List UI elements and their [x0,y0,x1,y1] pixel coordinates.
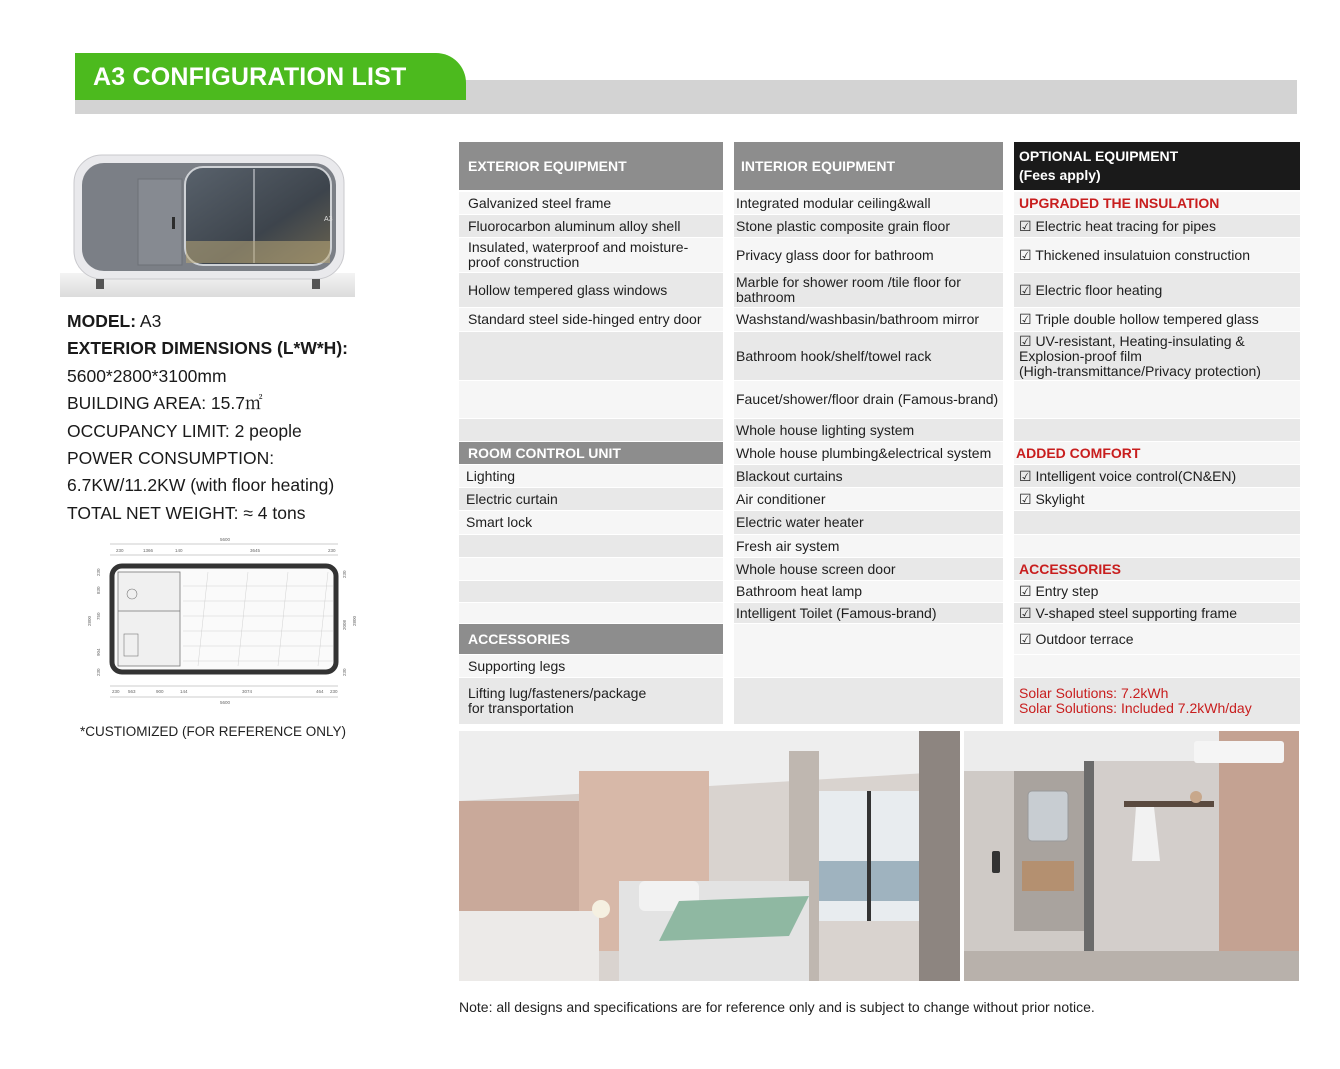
exterior-empty-row [459,332,723,380]
building-area: BUILDING AREA: 15.7㎡ [67,393,263,414]
interior-item: Blackout curtains [734,465,1003,487]
fp-bottom-seg: 563 [128,689,136,694]
exterior-accessories-header: ACCESSORIES [459,624,723,654]
interior-empty-row [734,678,1003,724]
room-control-header: ROOM CONTROL UNIT [459,442,723,464]
customized-note: *CUSTIOMIZED (FOR REFERENCE ONLY) [80,724,347,739]
exterior-empty-row [459,603,723,623]
floor-plan-drawing [88,536,363,708]
fp-bottom-seg: 900 [156,689,164,694]
exterior-item: Fluorocarbon aluminum alloy shell [459,215,723,237]
interior-item: Stone plastic composite grain floor [734,215,1003,237]
dimensions-value: 5600*2800*3100mm [67,365,227,386]
interior-item: Marble for shower room /tile floor for bathroom [734,273,1003,307]
interior-item: Electric water heater [734,511,1003,534]
fp-bottom-seg: 144 [180,689,188,694]
optional-empty-row [1014,535,1300,557]
insulation-header: UPGRADED THE INSULATION [1014,192,1300,214]
insulation-item: ☑ Electric heat tracing for pipes [1014,215,1300,237]
fp-left-dim: 750 [96,612,101,620]
exterior-equipment-header [459,142,723,190]
exterior-item: Insulated, waterproof and moisture- proof construction [459,238,723,272]
optional-accessory-item: ☑ Outdoor terrace [1014,624,1300,654]
fp-left-dim: 904 [96,648,101,656]
fp-bottom-seg: 230 [112,689,120,694]
model-value: A3 [136,311,162,331]
interior-item: Air conditioner [734,488,1003,510]
optional-empty-row [1014,381,1300,418]
model-line [67,308,397,335]
interior-equipment-header: INTERIOR EQUIPMENT [734,142,1003,190]
fp-left-total: 2800 [87,615,92,626]
fp-top-seg: 230 [116,548,124,553]
optional-empty-row [1014,419,1300,441]
fp-right-dim: 230 [342,570,347,578]
model-label: MODEL: [67,311,137,331]
exterior-header-text: EXTERIOR EQUIPMENT [468,157,627,174]
occupancy-limit: OCCUPANCY LIMIT: 2 people [67,420,302,441]
svg-text:A3: A3 [324,216,333,223]
interior-item: Privacy glass door for bathroom [734,238,1003,272]
fp-top-seg: 230 [328,548,336,553]
power-label: POWER CONSUMPTION: [67,448,275,469]
interior-item: Washstand/washbasin/bathroom mirror [734,308,1003,331]
capsule-house-exterior-image [60,145,355,297]
exterior-item: Standard steel side-hinged entry door [459,308,723,331]
insulation-item: ☑ Triple double hollow tempered glass [1014,308,1300,331]
comfort-item: ☑ Skylight [1014,488,1300,510]
fp-right-total: 2800 [352,615,357,626]
fp-left-dim: 830 [96,586,101,594]
comfort-item: ☑ Intelligent voice control(CN&EN) [1014,465,1300,487]
optional-accessory-item: ☑ V-shaped steel supporting frame [1014,603,1300,623]
dimensions-label: EXTERIOR DIMENSIONS (L*W*H): [67,338,348,359]
power-value: 6.7KW/11.2KW (with floor heating) [67,475,335,496]
interior-item: Fresh air system [734,535,1003,557]
optional-empty-row [1014,511,1300,534]
room-control-item: Lighting [459,465,723,487]
interior-item: Integrated modular ceiling&wall [734,192,1003,214]
interior-item: Faucet/shower/floor drain (Famous-brand) [734,381,1003,418]
interior-item: Bathroom hook/shelf/towel rack [734,332,1003,380]
optional-accessory-item: ☑ Entry step [1014,581,1300,602]
fp-top-seg: 1366 [143,548,154,553]
interior-empty-row [734,624,1003,677]
solar-solutions: Solar Solutions: 7.2kWh Solar Solutions: Included 7.2kWh/day [1014,678,1300,724]
fp-top-seg: 3645 [250,548,261,553]
insulation-item: ☑ UV-resistant, Heating-insulating & Explosion-proof film (High-transmittance/Privacy protection) [1014,332,1300,380]
room-control-item: Electric curtain [459,488,723,510]
interior-item: Whole house lighting system [734,419,1003,441]
fp-left-dim: 230 [96,568,101,576]
exterior-empty-row [459,581,723,602]
fp-bottom-seg: 464 [316,689,324,694]
specifications [67,308,397,527]
interior-item: Bathroom heat lamp [734,581,1003,602]
interior-item: Whole house screen door [734,558,1003,580]
exterior-accessory-item: Supporting legs [459,655,723,677]
room-control-item: Smart lock [459,511,723,534]
fp-left-dim: 230 [96,668,101,676]
optional-empty-row [1014,655,1300,677]
bathroom-photo [964,731,1299,981]
bedroom-photo [459,731,960,981]
fp-bottom-total: 5600 [219,700,231,705]
fp-right-dim: 2008 [342,619,347,630]
page-title: A3 CONFIGURATION LIST [75,53,466,100]
fp-top-total: 5600 [219,537,231,542]
interior-item: Intelligent Toilet (Famous-brand) [734,603,1003,623]
fp-right-dim: 230 [342,668,347,676]
exterior-item: Galvanized steel frame [459,192,723,214]
optional-equipment-header: OPTIONAL EQUIPMENT (Fees apply) [1014,142,1300,190]
insulation-item: ☑ Electric floor heating [1014,273,1300,307]
comfort-header: ADDED COMFORT [1014,442,1300,464]
exterior-empty-row [459,381,723,418]
net-weight: TOTAL NET WEIGHT: ≈ 4 tons [67,502,306,523]
exterior-item: Hollow tempered glass windows [459,273,723,307]
insulation-item: ☑ Thickened insulatuion construction [1014,238,1300,272]
exterior-empty-row [459,558,723,580]
exterior-empty-row [459,419,723,441]
exterior-accessory-item: Lifting lug/fasteners/package for transportation [459,678,723,724]
fp-top-seg: 140 [175,548,183,553]
fp-bottom-seg: 3074 [242,689,253,694]
exterior-empty-row [459,535,723,557]
disclaimer-note: Note: all designs and specifications are for reference only and is subject to change without prior notice. [459,999,1095,1015]
optional-accessories-header: ACCESSORIES [1014,558,1300,580]
fp-bottom-seg: 230 [330,689,338,694]
interior-item: Whole house plumbing&electrical system [734,442,1003,464]
